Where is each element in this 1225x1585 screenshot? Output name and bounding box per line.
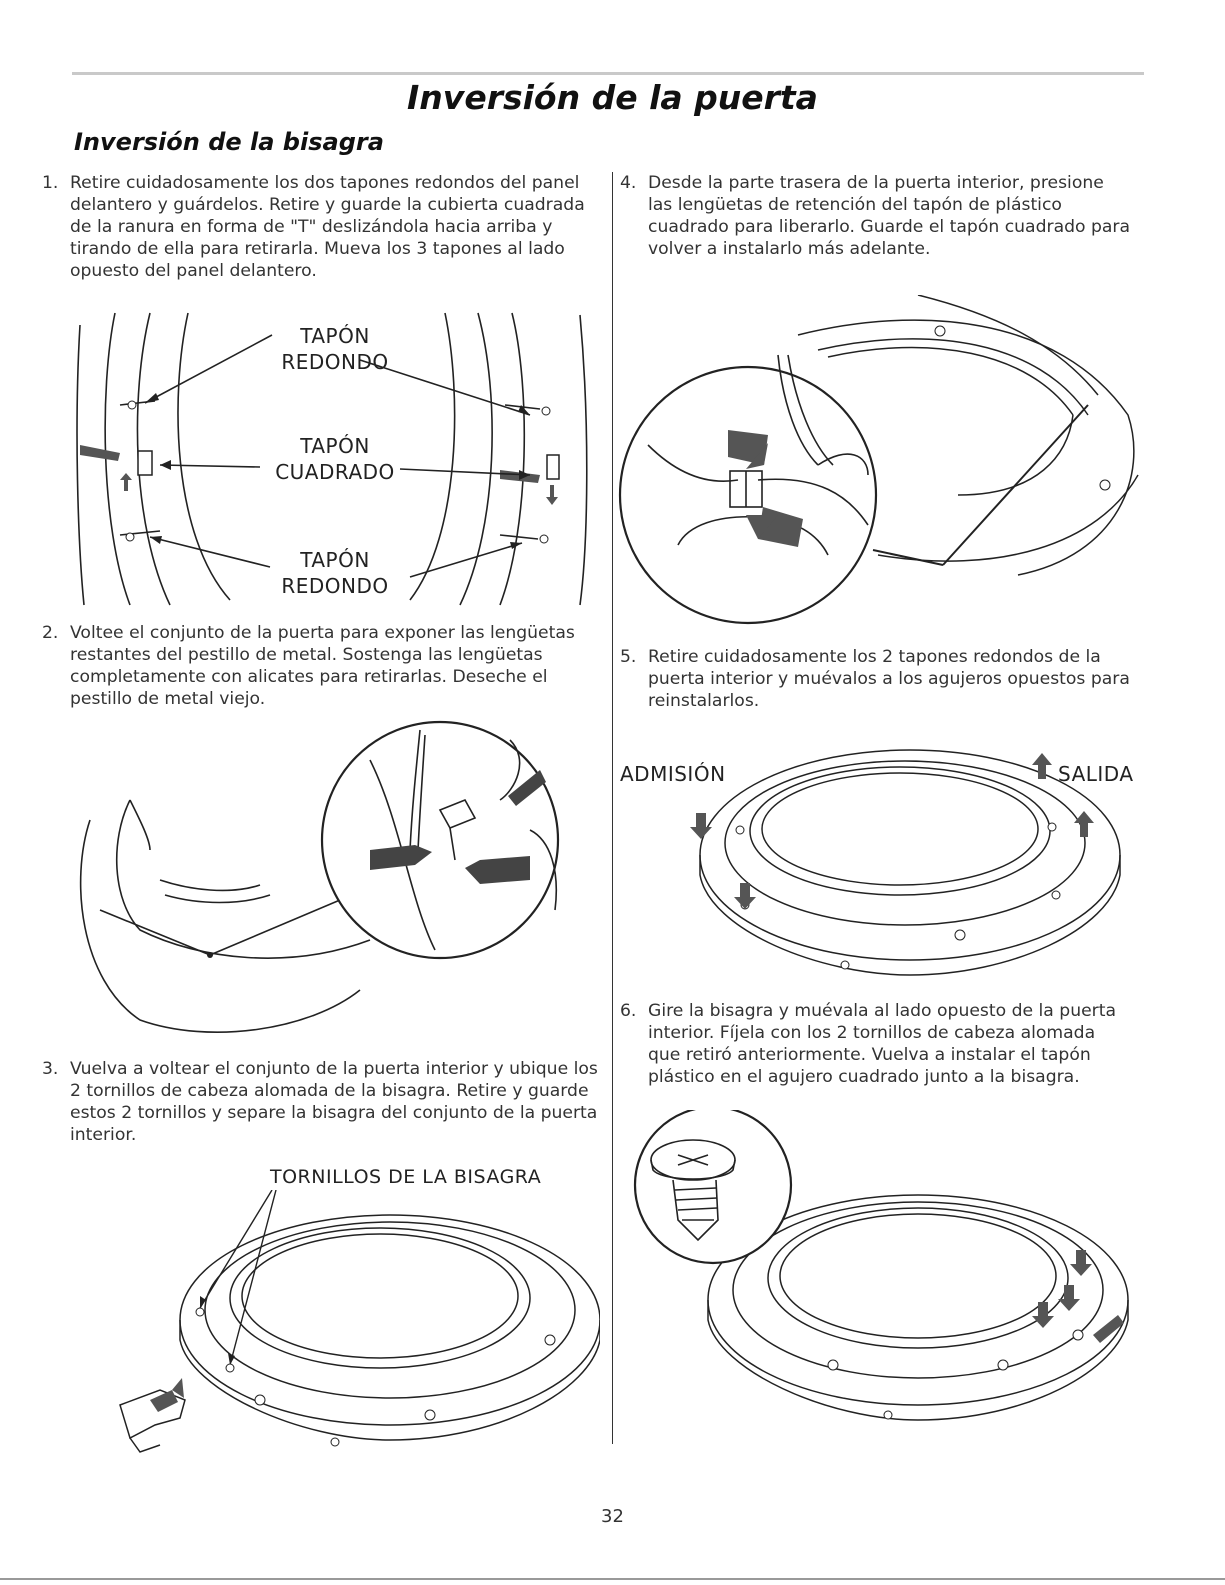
step-number: 3. (42, 1059, 59, 1079)
label-line: TAPÓN (300, 548, 370, 572)
step-text: Retire cuidadosamente los 2 tapones redondos de la puerta interior y muévalos a los agujeros opuestos para reinstalarlos. (648, 647, 1130, 711)
step-text: Voltee el conjunto de la puerta para exponer las lengüetas restantes del pestillo de metal. Sostenga las lengüetas completamente con alicates para retirarlas. Deseche el pestillo de metal viejo. (70, 623, 575, 709)
label-inlet: ADMISIÓN (620, 762, 726, 786)
label-line: TAPÓN (300, 434, 370, 458)
step-number: 2. (42, 623, 59, 643)
label-hinge-screws: TORNILLOS DE LA BISAGRA (270, 1166, 542, 1188)
step-text: Retire cuidadosamente los dos tapones redondos del panel delantero y guárdelos. Retire y guarde la cubierta cuadrada de la ranura en forma de "T" deslizándola hacia arriba y tirando de ella para retirarla. Mueva los 3 tapones al lado opuesto del panel delantero. (70, 173, 585, 281)
label-line: REDONDO (281, 350, 389, 374)
figure-front-panel-plugs (60, 305, 600, 615)
step-number: 1. (42, 173, 59, 193)
label-round-plug-bottom (265, 547, 405, 599)
step-number: 4. (620, 173, 637, 193)
label-line: REDONDO (281, 574, 389, 598)
step-text: Vuelva a voltear el conjunto de la puerta interior y ubique los 2 tornillos de cabeza alomada de la bisagra. Retire y guarde estos 2 tornillos y separe la bisagra del conjunto de la puerta interior. (70, 1059, 598, 1145)
step-number: 6. (620, 1001, 637, 1021)
label-outlet: SALIDA (1058, 762, 1134, 786)
label-line: CUADRADO (275, 460, 395, 484)
page-title: Inversión de la puerta (407, 78, 818, 117)
label-line: TAPÓN (300, 324, 370, 348)
step-text: Gire la bisagra y muévala al lado opuesto de la puerta interior. Fíjela con los 2 tornillos de cabeza alomada que retiró anteriormente. Vuelva a instalar el tapón plástico en el agujero cuadrado junto a la bisagra. (648, 1001, 1117, 1087)
label-round-plug-top (265, 323, 405, 375)
page-number: 32 (601, 1506, 624, 1527)
step-number: 5. (620, 647, 637, 667)
column-divider (612, 172, 613, 1444)
figure-metal-latch-removal (70, 700, 600, 1045)
bottom-rule (0, 1578, 1225, 1580)
figure-hinge-reinstall (618, 1110, 1148, 1440)
label-square-plug (255, 433, 415, 485)
step-text: Desde la parte trasera de la puerta interior, presione las lengüetas de retención del tapón de plástico cuadrado para liberarlo. Guarde el tapón cuadrado para volver a instalarlo más adelante. (648, 173, 1131, 259)
section-title: Inversión de la bisagra (74, 128, 384, 156)
top-rule (72, 72, 1144, 75)
figure-hinge-screws (100, 1190, 600, 1470)
figure-square-plug-tabs (618, 295, 1158, 635)
